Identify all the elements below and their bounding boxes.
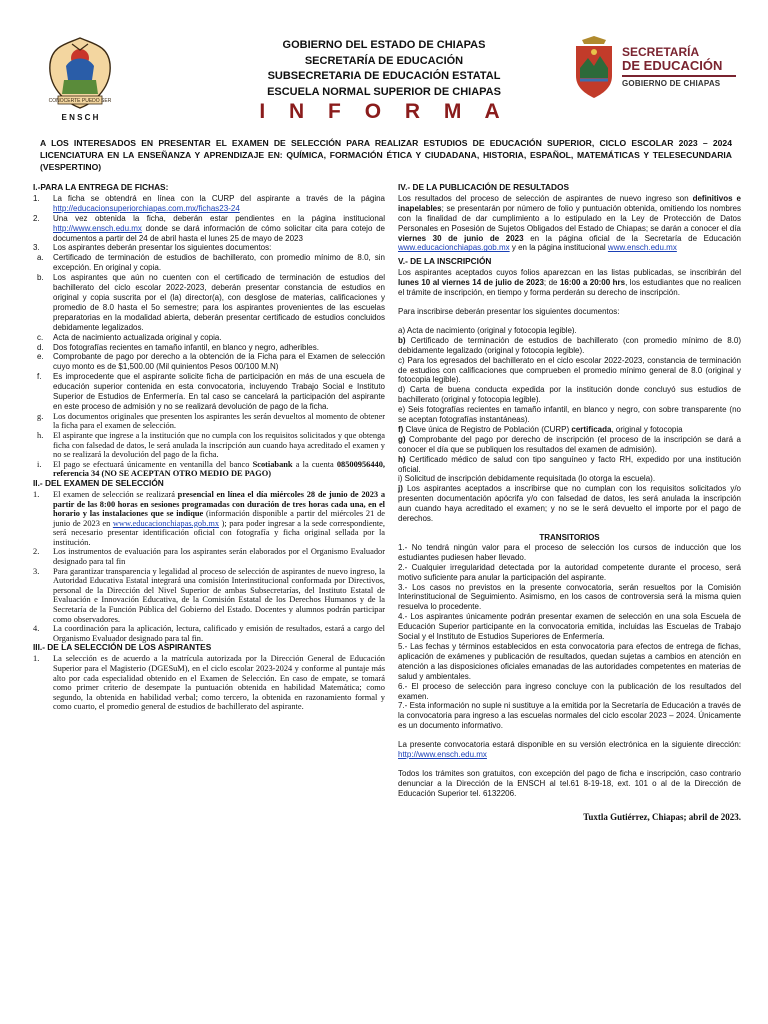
- item-text: La coordinación para la aplicación, lectura, calificado y emisión de resultados, estará a cargo del Organismo Evaluador designado para tal fin.: [53, 624, 385, 643]
- item-letter: f.: [37, 372, 42, 382]
- item-text: El aspirante que ingrese a la institución que no cumpla con los requisitos solicitados y que obtenga ficha con falsedad de datos, le será anulada la inscripción aun cuando haya acreditado el examen y no se realizará la devolución del pago de la ficha.: [53, 431, 385, 460]
- para-text: en la página oficial de la Secretaría de Educación: [523, 233, 741, 243]
- doc-letter: c): [398, 355, 405, 365]
- doc-text: Los aspirantes aceptados a inscribirse que no cumplan con los requisitos solicitados y/o presenten documentación apócrifa y/o con falsedad de datos, les será anulada la inscripción aun cuando haya acreditado el examen; y no se le será devuelto el importe por el pago de derechos.: [398, 484, 741, 524]
- educacion-chiapas-link[interactable]: www.educacionchiapas.gob.mx: [112, 518, 220, 528]
- item-text: La ficha se obtendrá en línea con la CURP del aspirante a través de la página: [53, 193, 385, 203]
- para-text: , los estudiantes que no realicen el trámite de inscripción, en tiempo y forma perderán su derecho de inscripción.: [398, 278, 741, 298]
- para-text: ; se presentarán por número de folio y puntuación obtenida, omitiendo los nombres con la finalidad de dar cumplimiento a lo estipulado en la Ley de Protección de Datos Personales en Posesión de Sujetos Obligados del Estado de Chiapas; se darán a conocer el día: [398, 203, 741, 233]
- list-item: [33, 253, 385, 273]
- enrollment-paragraph: [398, 268, 741, 298]
- list-item: [33, 567, 385, 625]
- list-item: [33, 273, 385, 332]
- item-text: El examen de selección se realizará: [53, 489, 178, 499]
- exam-date-text: presencial en línea el día miércoles 28 de junio de 2023 a partir de las 8:00 horas en sesiones programadas con duración de tres horas cada una, en el horario y las instalaciones que se indique: [53, 489, 386, 519]
- doc-item-e: [398, 405, 741, 425]
- educacion-chiapas-link[interactable]: www.educacionchiapas.gob.mx: [398, 243, 510, 253]
- item-text: Los aspirantes que aún no cuenten con el certificado de terminación de estudios del bachillerato del ciclo escolar 2022-2023, deberán presentar constancia de estudios en original y copia suscrita por el (la) director(a), con desglose de materias, calificaciones y promedio de 8.0 hasta el 5o semestre; para los aspirantes provenientes de las escuelas preparatorias en la modalidad abierta, deberán presentar certificado de estudios concluidos debidamente legalizados.: [53, 273, 385, 332]
- transitorio-item: 3.- Los casos no previstos en la presente convocatoria, serán resueltos por la Comisión Interinstitucional de Seguimiento. Asimismo, en los casos de controversia será la misma quien resuelva lo procedente.: [398, 582, 741, 612]
- list-item: [33, 654, 385, 712]
- item-text: Comprobante de pago por derecho a la obtención de la Ficha para el Examen de selección cuyo monto es de $1,500.00 (Mil quinientos Pesos 00/100 M.N): [53, 352, 385, 372]
- definitive-text: definitivos e inapelables: [398, 193, 741, 213]
- item-text: Los documentos originales que presenten los aspirantes les serán devueltos al momento de obtener la ficha para el examen de selección.: [53, 411, 385, 431]
- document-header: [160, 38, 608, 100]
- doc-letter: d): [398, 385, 406, 395]
- doc-letter: g): [398, 434, 406, 444]
- ensch-link[interactable]: http://www.ensch.edu.mx: [398, 750, 487, 760]
- account-reference: 08500956440, referencia 34 (NO SE ACEPTAN OTRO MEDIO DE PAGO): [53, 459, 385, 479]
- list-item: [33, 431, 385, 460]
- doc-letter: j): [398, 484, 403, 494]
- transitorio-item: 4.- Los aspirantes únicamente podrán presentar examen de selección en una sola Escuela de Educación Superior participante en la convocatoria emitida, incluidas las Escuelas de Trabajo Social y el Instituto de Estudios Superiores de Enfermería.: [398, 612, 741, 642]
- doc-text: Seis fotografías recientes en tamaño infantil, en blanco y negro, con sobre transparente (no se aceptan fotografías instantáneas).: [398, 405, 741, 425]
- certified-text: certificada: [571, 424, 612, 434]
- item-letter: i.: [37, 459, 42, 469]
- brand-secretaria: SECRETARÍA: [622, 45, 700, 59]
- item-text: Los aspirantes deberán presentar los siguientes documentos:: [53, 243, 272, 253]
- item-number: 4.: [33, 624, 40, 634]
- item-number: 1.: [33, 654, 40, 664]
- doc-item-d: [398, 385, 741, 405]
- doc-text: Certificado médico de salud con tipo sanguíneo y facto RH, expedido por una institución oficial.: [398, 454, 741, 474]
- doc-item-g: [398, 435, 741, 455]
- bank-name: Scotiabank: [252, 459, 293, 469]
- fichas-link[interactable]: http://educacionsuperiorchiapas.com.mx/fichas23-24: [53, 203, 240, 213]
- doc-item-a: [398, 326, 741, 336]
- place-date-signature: Tuxtla Gutiérrez, Chiapas; abril de 2023.: [583, 811, 741, 822]
- enrollment-hours: 16:00 a 20:00 hrs: [559, 278, 626, 288]
- list-item: [33, 243, 385, 253]
- item-text: (información disponible a partir del miércoles 21 de junio de 2023 en: [53, 509, 385, 528]
- list-item: [33, 333, 385, 343]
- item-text: a la cuenta: [292, 459, 337, 469]
- item-text: El pago se efectuará únicamente en ventanilla del banco: [53, 459, 253, 469]
- item-text: ); para poder ingresar a la sede correspondiente, será necesario presentar identificación oficial con fotografía y ficha original sellada por la institución.: [53, 518, 385, 547]
- informa-title: I N F O R M A: [259, 100, 509, 123]
- list-item: [33, 490, 385, 548]
- header-line-escuela: ESCUELA NORMAL SUPERIOR DE CHIAPAS: [267, 85, 501, 98]
- doc-letter: a): [398, 325, 406, 335]
- list-item: [33, 343, 385, 353]
- intro-paragraph: A LOS INTERESADOS EN PRESENTAR EL EXAMEN DE SELECCIÓN PARA REALIZAR ESTUDIOS DE EDUCACIÓN SUPERIOR, CICLO ESCOLAR 2023 – 2024 LICENCIATURA EN LA ENSEÑANZA Y APRENDIZAJE EN: QUÍMICA, FORMACIÓN ÉTICA Y CIUDADANA, HISTORIA, ESPAÑOL, MATEMÁTICAS Y TELESECUNDARIA (VESPERTINO): [40, 138, 732, 172]
- transitorio-item: 1.- No tendrá ningún valor para el proceso de selección los cursos de inducción que los estudiantes pudiesen haber llevado.: [398, 542, 741, 562]
- results-paragraph: [398, 194, 741, 253]
- item-number: 1.: [33, 193, 40, 203]
- ensch-logo: [44, 36, 116, 126]
- doc-text: Certificado de terminación de estudios de bachillerato (con promedio mínimo de 8.0) debidamente legalizado (original y fotocopia legible).: [398, 335, 741, 355]
- item-number: 1.: [33, 489, 40, 499]
- doc-letter: h): [398, 454, 406, 464]
- ensch-link[interactable]: http://www.ensch.edu.mx: [53, 223, 142, 233]
- section-2-title: II.- DEL EXAMEN DE SELECCIÓN: [33, 478, 164, 488]
- item-text: Es improcedente que el aspirante solicite ficha de participación en más de una escuela de educación superior contenida en esta convocatoria, incluyendo Trabajo Social e Instituto Superior de Estudios de Enfermería. En tal caso se cancelará la participación del aspirante en este proceso de admisión y no se realizará devolución de pago de la ficha.: [53, 372, 385, 411]
- doc-item-c: [398, 356, 741, 386]
- item-text: donde se dará información de cómo solicitar cita para cotejo de documentos a partir del 24 de abril hasta el lunes 25 de mayo de 2023: [53, 223, 385, 243]
- section-1-title: I.-PARA LA ENTREGA DE FICHAS:: [33, 182, 169, 192]
- list-item: [33, 372, 385, 412]
- right-column: [398, 183, 741, 823]
- para-text: Los resultados del proceso de selección de aspirantes de nuevo ingreso son: [398, 193, 693, 203]
- enrollment-dates: lunes 10 al viernes 14 de julio de 2023: [398, 278, 544, 288]
- transitorio-item: 5.- Las fechas y términos establecidos en esta convocatoria para efectos de entrega de fichas, aplicación de exámenes y publicación de resultados, quedan sujetas a cambios en atención en atención a las disposiciones oficiales emanadas de las autoridades competentes en materias de salud y ambientales.: [398, 641, 741, 681]
- doc-letter: b): [398, 335, 406, 345]
- availability-paragraph: [398, 740, 741, 760]
- list-item: [33, 194, 385, 214]
- doc-item-h: [398, 455, 741, 475]
- item-number: 2.: [33, 547, 40, 557]
- item-text: Una vez obtenida la ficha, deberán estar pendientes en la página institucional: [53, 213, 385, 223]
- ensch-link[interactable]: www.ensch.edu.mx: [607, 243, 677, 253]
- item-text: Dos fotografías recientes en tamaño infantil, en blanco y negro, adheribles.: [53, 342, 319, 352]
- list-item: [33, 547, 385, 566]
- doc-text: Solicitud de inscripción debidamente requisitada (lo otorga la escuela).: [402, 474, 656, 484]
- section-4-title: IV.- DE LA PUBLICACIÓN DE RESULTADOS: [398, 182, 570, 192]
- transitorio-item: 2.- Cualquier irregularidad detectada por la autoridad competente durante el proceso, será motivo suficiente para anular la participación del aspirante.: [398, 562, 741, 582]
- ensch-acronym: E N S C H: [61, 113, 99, 122]
- brand-divider: [622, 75, 736, 77]
- section-3-title: III.- DE LA SELECCIÓN DE LOS ASPIRANTES: [33, 642, 212, 653]
- transitorio-item: 7.- Esta información no suple ni sustituye a la emitida por la Secretaría de Educación a través de la convocatoria para ingreso a las escuelas normales del ciclo escolar 2023 – 2024. Únicamente es un documento informativo.: [398, 701, 741, 731]
- brand-educacion: DE EDUCACIÓN: [622, 58, 723, 73]
- doc-text: Comprobante del pago por derecho de inscripción (el proceso de la inscripción se dará a conocer el día que se publiquen los resultados del examen de admisión).: [398, 434, 741, 454]
- header-line-gobierno: GOBIERNO DEL ESTADO DE CHIAPAS: [282, 39, 486, 51]
- item-letter: g.: [37, 411, 44, 421]
- item-number: 3.: [33, 566, 40, 576]
- item-letter: a.: [37, 253, 44, 263]
- item-letter: c.: [37, 332, 44, 342]
- item-text: Acta de nacimiento actualizada original y copia.: [53, 332, 222, 342]
- item-number: 3.: [33, 243, 40, 253]
- item-number: 2.: [33, 213, 40, 223]
- item-letter: e.: [37, 352, 44, 362]
- item-text: Certificado de terminación de estudios de bachillerato, con promedio mínimo de 8.0, sin excepción. En original y copia.: [53, 253, 385, 273]
- doc-letter: e): [398, 405, 406, 415]
- doc-text: Carta de buena conducta expedida por la institución donde concluyó sus estudios de bachillerato (original y fotocopia legible).: [398, 385, 741, 405]
- item-text: Para garantizar transparencia y legalidad al proceso de selección de aspirantes de nuevo ingreso, la Autoridad Educativa Estatal integrará una comisión Interinstitucional conformada por Directivos, personal de la Dirección del Nivel Superior de ambas Subsecretarías, del Instituto Estatal de Evaluación e Innovación Educativa, de la Comisión Estatal de los Derechos Humanos y de la Secretaría de la Función Pública del Gobierno del Estado. Docentes y alumnos podrán participar como observadores.: [53, 566, 385, 624]
- documents-intro: Para inscribirse deberán presentar los siguientes documentos:: [398, 306, 620, 316]
- item-letter: d.: [37, 342, 44, 352]
- para-text: y en la página institucional: [509, 243, 608, 253]
- section-5-title: V.- DE LA INSCRIPCIÓN: [398, 256, 492, 267]
- brand-gobierno: GOBIERNO DE CHIAPAS: [622, 79, 721, 88]
- doc-text: Para los egresados del bachillerato en el ciclo escolar 2022-2023, constancia de terminación de estudios con calificaciones que comprueben el promedio mínimo general de 8.0 (original y fotocopia legible).: [398, 355, 741, 385]
- item-text: Los instrumentos de evaluación para los aspirantes serán elaborados por el Organismo Evaluador designado para tal fin: [53, 547, 385, 567]
- doc-letter: f): [398, 424, 404, 434]
- doc-text: Clave única de Registro de Población (CURP): [403, 424, 572, 434]
- doc-letter: i): [398, 474, 403, 484]
- para-text: Los aspirantes aceptados cuyos folios aparezcan en las listas publicadas, se inscribirán del: [398, 268, 741, 278]
- para-text: La presente convocatoria estará disponible en su versión electrónica en la siguiente dirección:: [398, 740, 741, 750]
- free-procedures-paragraph: Todos los trámites son gratuitos, con excepción del pago de ficha e inscripción, caso contrario denunciar a la Dirección de la ENSCH al tel.61 8-19-18, ext. 101 o al de la Dirección de Educación Superior tel. 6132206.: [398, 768, 741, 798]
- transitorios-title: TRANSITORIOS: [539, 533, 600, 542]
- list-item: [33, 412, 385, 431]
- ensch-motto: CONOCERTE PUEDO SER: [48, 98, 112, 104]
- doc-text: Acta de nacimiento (original y fotocopia legible).: [405, 325, 577, 335]
- doc-text: , original y fotocopia: [611, 424, 683, 434]
- list-item: [33, 352, 385, 372]
- list-item: [33, 460, 385, 479]
- item-text: La selección es de acuerdo a la matrícula autorizada por la Dirección General de Educación Superior para el Magisterio (DGESuM), en el ciclo escolar 2023-2024 y conforme al puntaje más alto por cada especialidad obtenido en el Examen de Selección. En caso de empate, se tomará como primer criterio de desempate la puntuación obtenida en habilidad Matemática; como segundo, la obtenida en habilidad verbal; como tercero, la obtenida en razonamiento formal y como cuarto, el promedio general de estudios de bachillerato del aspirante.: [53, 654, 385, 712]
- results-date: viernes 30 de junio de 2023: [398, 233, 524, 243]
- left-column: [33, 183, 385, 712]
- doc-item-f: [398, 425, 741, 435]
- list-item: [33, 214, 385, 244]
- header-line-secretaria: SECRETARÍA DE EDUCACIÓN: [304, 54, 464, 67]
- transitorio-item: 6.- El proceso de selección para ingreso concluye con la publicación de los resultados del examen.: [398, 681, 741, 701]
- item-letter: b.: [37, 273, 44, 283]
- doc-item-i: [398, 474, 741, 484]
- header-line-subsecretaria: SUBSECRETARIA DE EDUCACIÓN ESTATAL: [267, 70, 501, 82]
- item-letter: h.: [37, 431, 44, 441]
- doc-item-j: [398, 484, 741, 524]
- list-item: [33, 624, 385, 643]
- para-text: ; de: [543, 278, 560, 288]
- doc-item-b: [398, 336, 741, 356]
